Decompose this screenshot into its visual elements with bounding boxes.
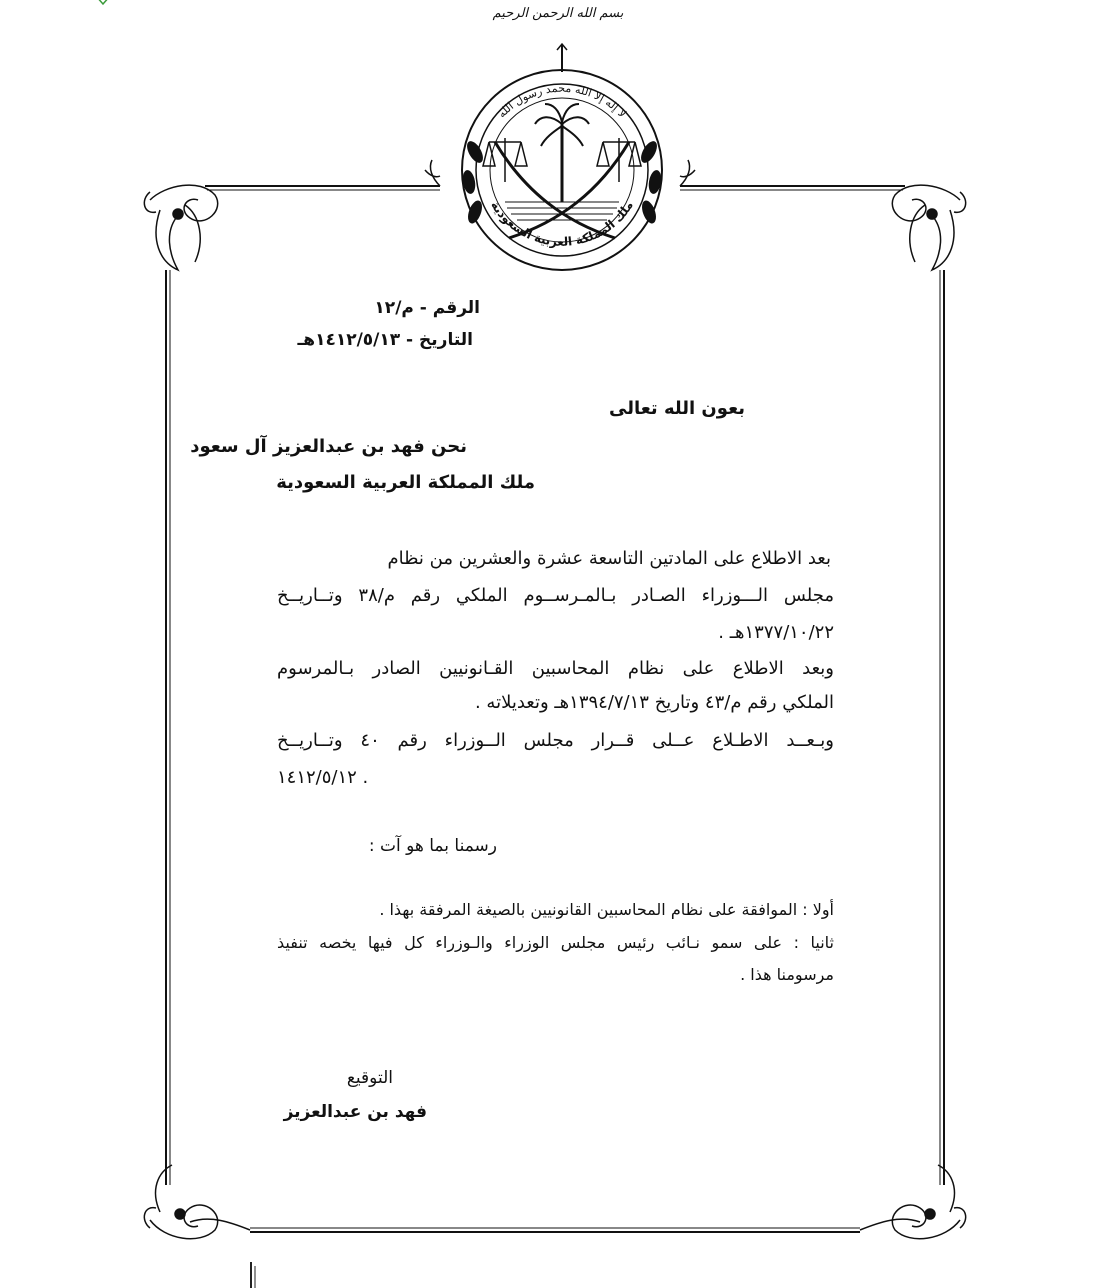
scan-edge-icon: [248, 1262, 258, 1288]
body-line: ١٤١٢/٥/١٢ .: [277, 767, 369, 788]
reference-number: الرقم - م/١٢: [374, 298, 480, 318]
svg-text:لا إله إلا الله محمد رسول الله: [495, 82, 629, 121]
invocation-line: بعون الله تعالى: [609, 398, 745, 419]
emblem-label-text: ملك المملكة العربية السعودية: [488, 198, 636, 249]
body-line: الملكي رقم م/٤٣ وتاريخ ١٣٩٤/٧/١٣هـ وتعديلاته .: [474, 692, 834, 713]
royal-emblem-seal: [445, 42, 680, 277]
decree-item-second: ثانيا : على سمو نـائب رئيس مجلس الوزراء والـوزراء كل فيها يخصه تنفيذ: [277, 933, 834, 952]
body-line: وبعد الاطلاع على نظام المحاسبين القـانونيين الصادر بـالمرسوم: [277, 658, 834, 679]
svg-text:ملك المملكة العربية السعودية: [488, 198, 636, 248]
emblem-shahada-text: لا إله إلا الله محمد رسول الله: [495, 81, 629, 121]
reference-date: التاريخ - ١٤١٢/٥/١٣هـ: [297, 330, 473, 350]
king-name-line: نحن فهد بن عبدالعزيز آل سعود: [190, 436, 467, 457]
scan-mark-icon: [96, 0, 110, 6]
body-line: مجلس الـــوزراء الصـادر بـالمـرســوم الملكي رقم م/٣٨ وتــاريــخ: [277, 585, 835, 606]
body-line: وبـعــد الاطـلاع عــلى قــرار مجلس الــوزراء رقم ٤٠ وتــاريــخ: [277, 730, 834, 751]
signature-label: التوقيع: [346, 1068, 393, 1088]
decree-item-second-cont: مرسومنا هذا .: [740, 965, 834, 984]
body-line: ١٣٧٧/١٠/٢٢هـ .: [718, 622, 834, 643]
decree-intro: رسمنا بما هو آت :: [368, 836, 497, 856]
king-title-line: ملك المملكة العربية السعودية: [276, 472, 535, 493]
decree-item-first: أولا : الموافقة على نظام المحاسبين القانونيين بالصيغة المرفقة بهذا .: [379, 900, 834, 919]
signature-name: فهد بن عبدالعزيز: [283, 1102, 427, 1122]
body-line: بعد الاطلاع على المادتين التاسعة عشرة والعشرين من نظام: [387, 548, 831, 569]
basmala: بسم الله الرحمن الرحيم: [492, 6, 624, 21]
